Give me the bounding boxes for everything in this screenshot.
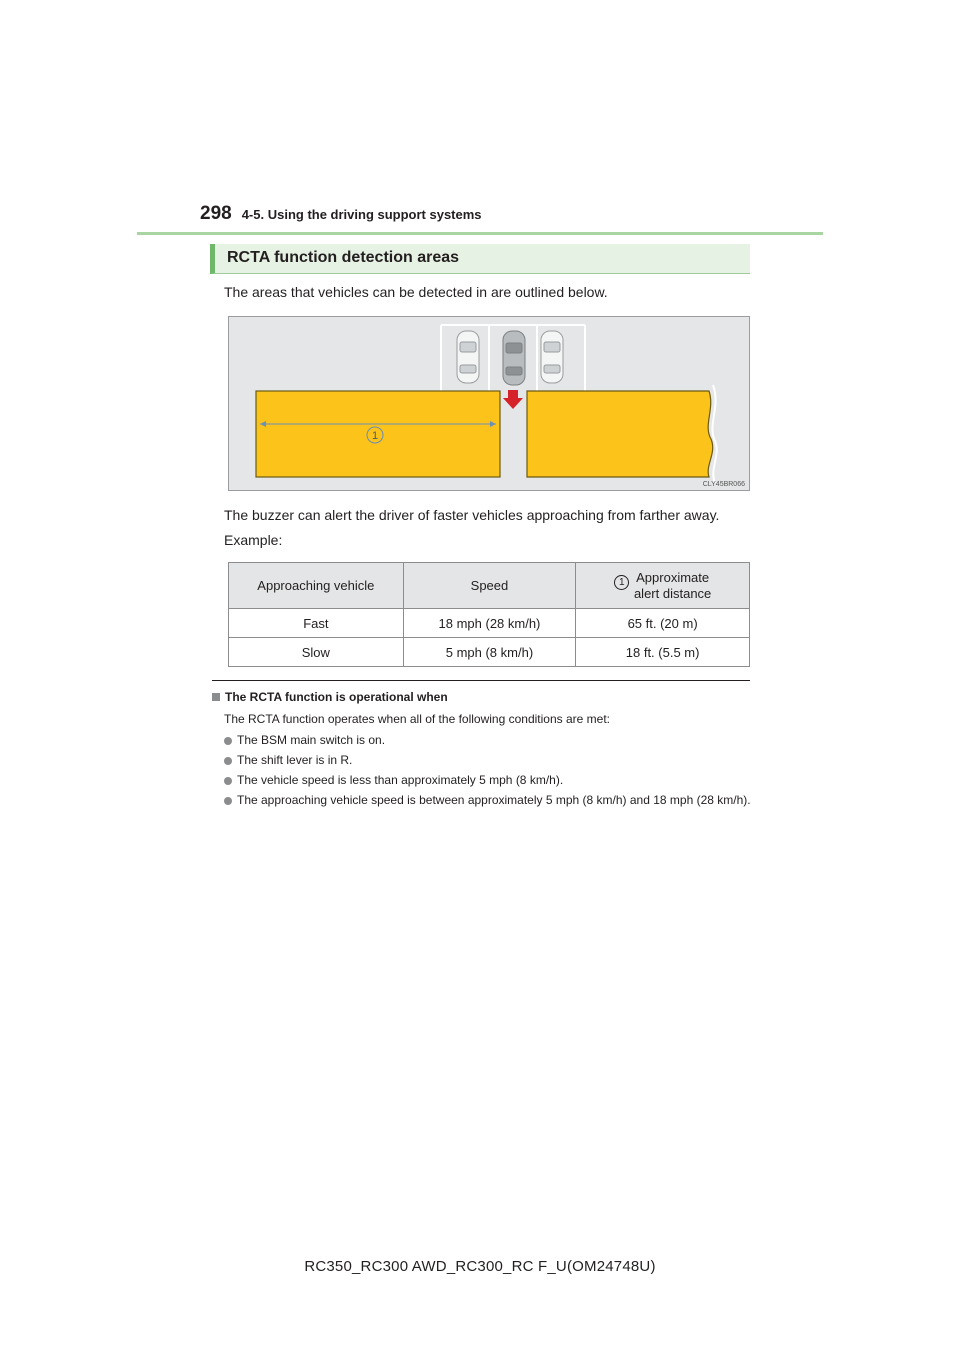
section-reference: 4-5. Using the driving support systems bbox=[241, 207, 482, 222]
callout-number: 1 bbox=[371, 430, 379, 442]
page-number: 298 bbox=[200, 203, 232, 224]
list-item bbox=[224, 733, 754, 748]
list-item bbox=[224, 753, 754, 768]
table-cell: 18 mph (28 km/h) bbox=[403, 609, 576, 638]
square-bullet-icon bbox=[212, 693, 220, 701]
condition-text: The BSM main switch is on. bbox=[237, 733, 386, 747]
table-cell: 5 mph (8 km/h) bbox=[403, 638, 576, 667]
example-label: Example: bbox=[224, 532, 283, 548]
conditions-list bbox=[224, 733, 754, 813]
page-footer: RC350_RC300 AWD_RC300_RC F_U(OM24748U) bbox=[304, 1258, 656, 1275]
detection-area-diagram bbox=[228, 316, 750, 491]
table-cell: 18 ft. (5.5 m) bbox=[576, 638, 750, 667]
table-cell: 65 ft. (20 m) bbox=[576, 609, 750, 638]
subsection-heading bbox=[212, 690, 448, 704]
subsection-heading-text: The RCTA function is operational when bbox=[225, 690, 448, 704]
table-row bbox=[229, 638, 750, 667]
header-distance-line1: Approximate bbox=[636, 569, 710, 585]
list-item bbox=[224, 793, 754, 808]
image-code: CLY45BR066 bbox=[702, 481, 745, 488]
section-title-bar bbox=[210, 244, 750, 274]
subsection-intro: The RCTA function operates when all of the following conditions are met: bbox=[224, 712, 610, 726]
section-title: RCTA function detection areas bbox=[227, 249, 460, 266]
detection-area-illustration bbox=[229, 317, 749, 490]
bullet-dot-icon bbox=[224, 777, 232, 785]
condition-text: The approaching vehicle speed is between approximately 5 mph (8 km/h) and 18 mph (28 km/h). bbox=[237, 793, 751, 807]
list-item bbox=[224, 773, 754, 788]
bullet-dot-icon bbox=[224, 797, 232, 805]
parked-car-right bbox=[541, 331, 563, 383]
bullet-dot-icon bbox=[224, 757, 232, 765]
table-header-distance bbox=[576, 563, 750, 609]
header-distance-line2: alert distance bbox=[633, 585, 712, 601]
condition-text: The shift lever is in R. bbox=[237, 753, 353, 767]
buzzer-paragraph: The buzzer can alert the driver of faster vehicles approaching from farther away. bbox=[224, 507, 720, 523]
condition-text: The vehicle speed is less than approximately 5 mph (8 km/h). bbox=[237, 773, 564, 787]
table-row bbox=[229, 609, 750, 638]
zone-break-line bbox=[712, 385, 716, 483]
page-header bbox=[200, 203, 482, 225]
table-cell: Fast bbox=[229, 609, 404, 638]
reverse-direction-arrow bbox=[503, 390, 523, 409]
detection-zone-right bbox=[527, 391, 713, 477]
table-header-vehicle: Approaching vehicle bbox=[229, 563, 404, 609]
parked-car-left bbox=[457, 331, 479, 383]
intro-text: The areas that vehicles can be detected in are outlined below. bbox=[224, 284, 608, 300]
table-header-row bbox=[229, 563, 750, 609]
callout-badge: 1 bbox=[614, 575, 629, 590]
bullet-dot-icon bbox=[224, 737, 232, 745]
own-vehicle bbox=[503, 331, 525, 385]
alert-distance-table bbox=[228, 562, 750, 667]
subsection-divider bbox=[212, 680, 750, 681]
table-cell: Slow bbox=[229, 638, 404, 667]
header-divider bbox=[137, 232, 823, 235]
table-header-speed: Speed bbox=[403, 563, 576, 609]
